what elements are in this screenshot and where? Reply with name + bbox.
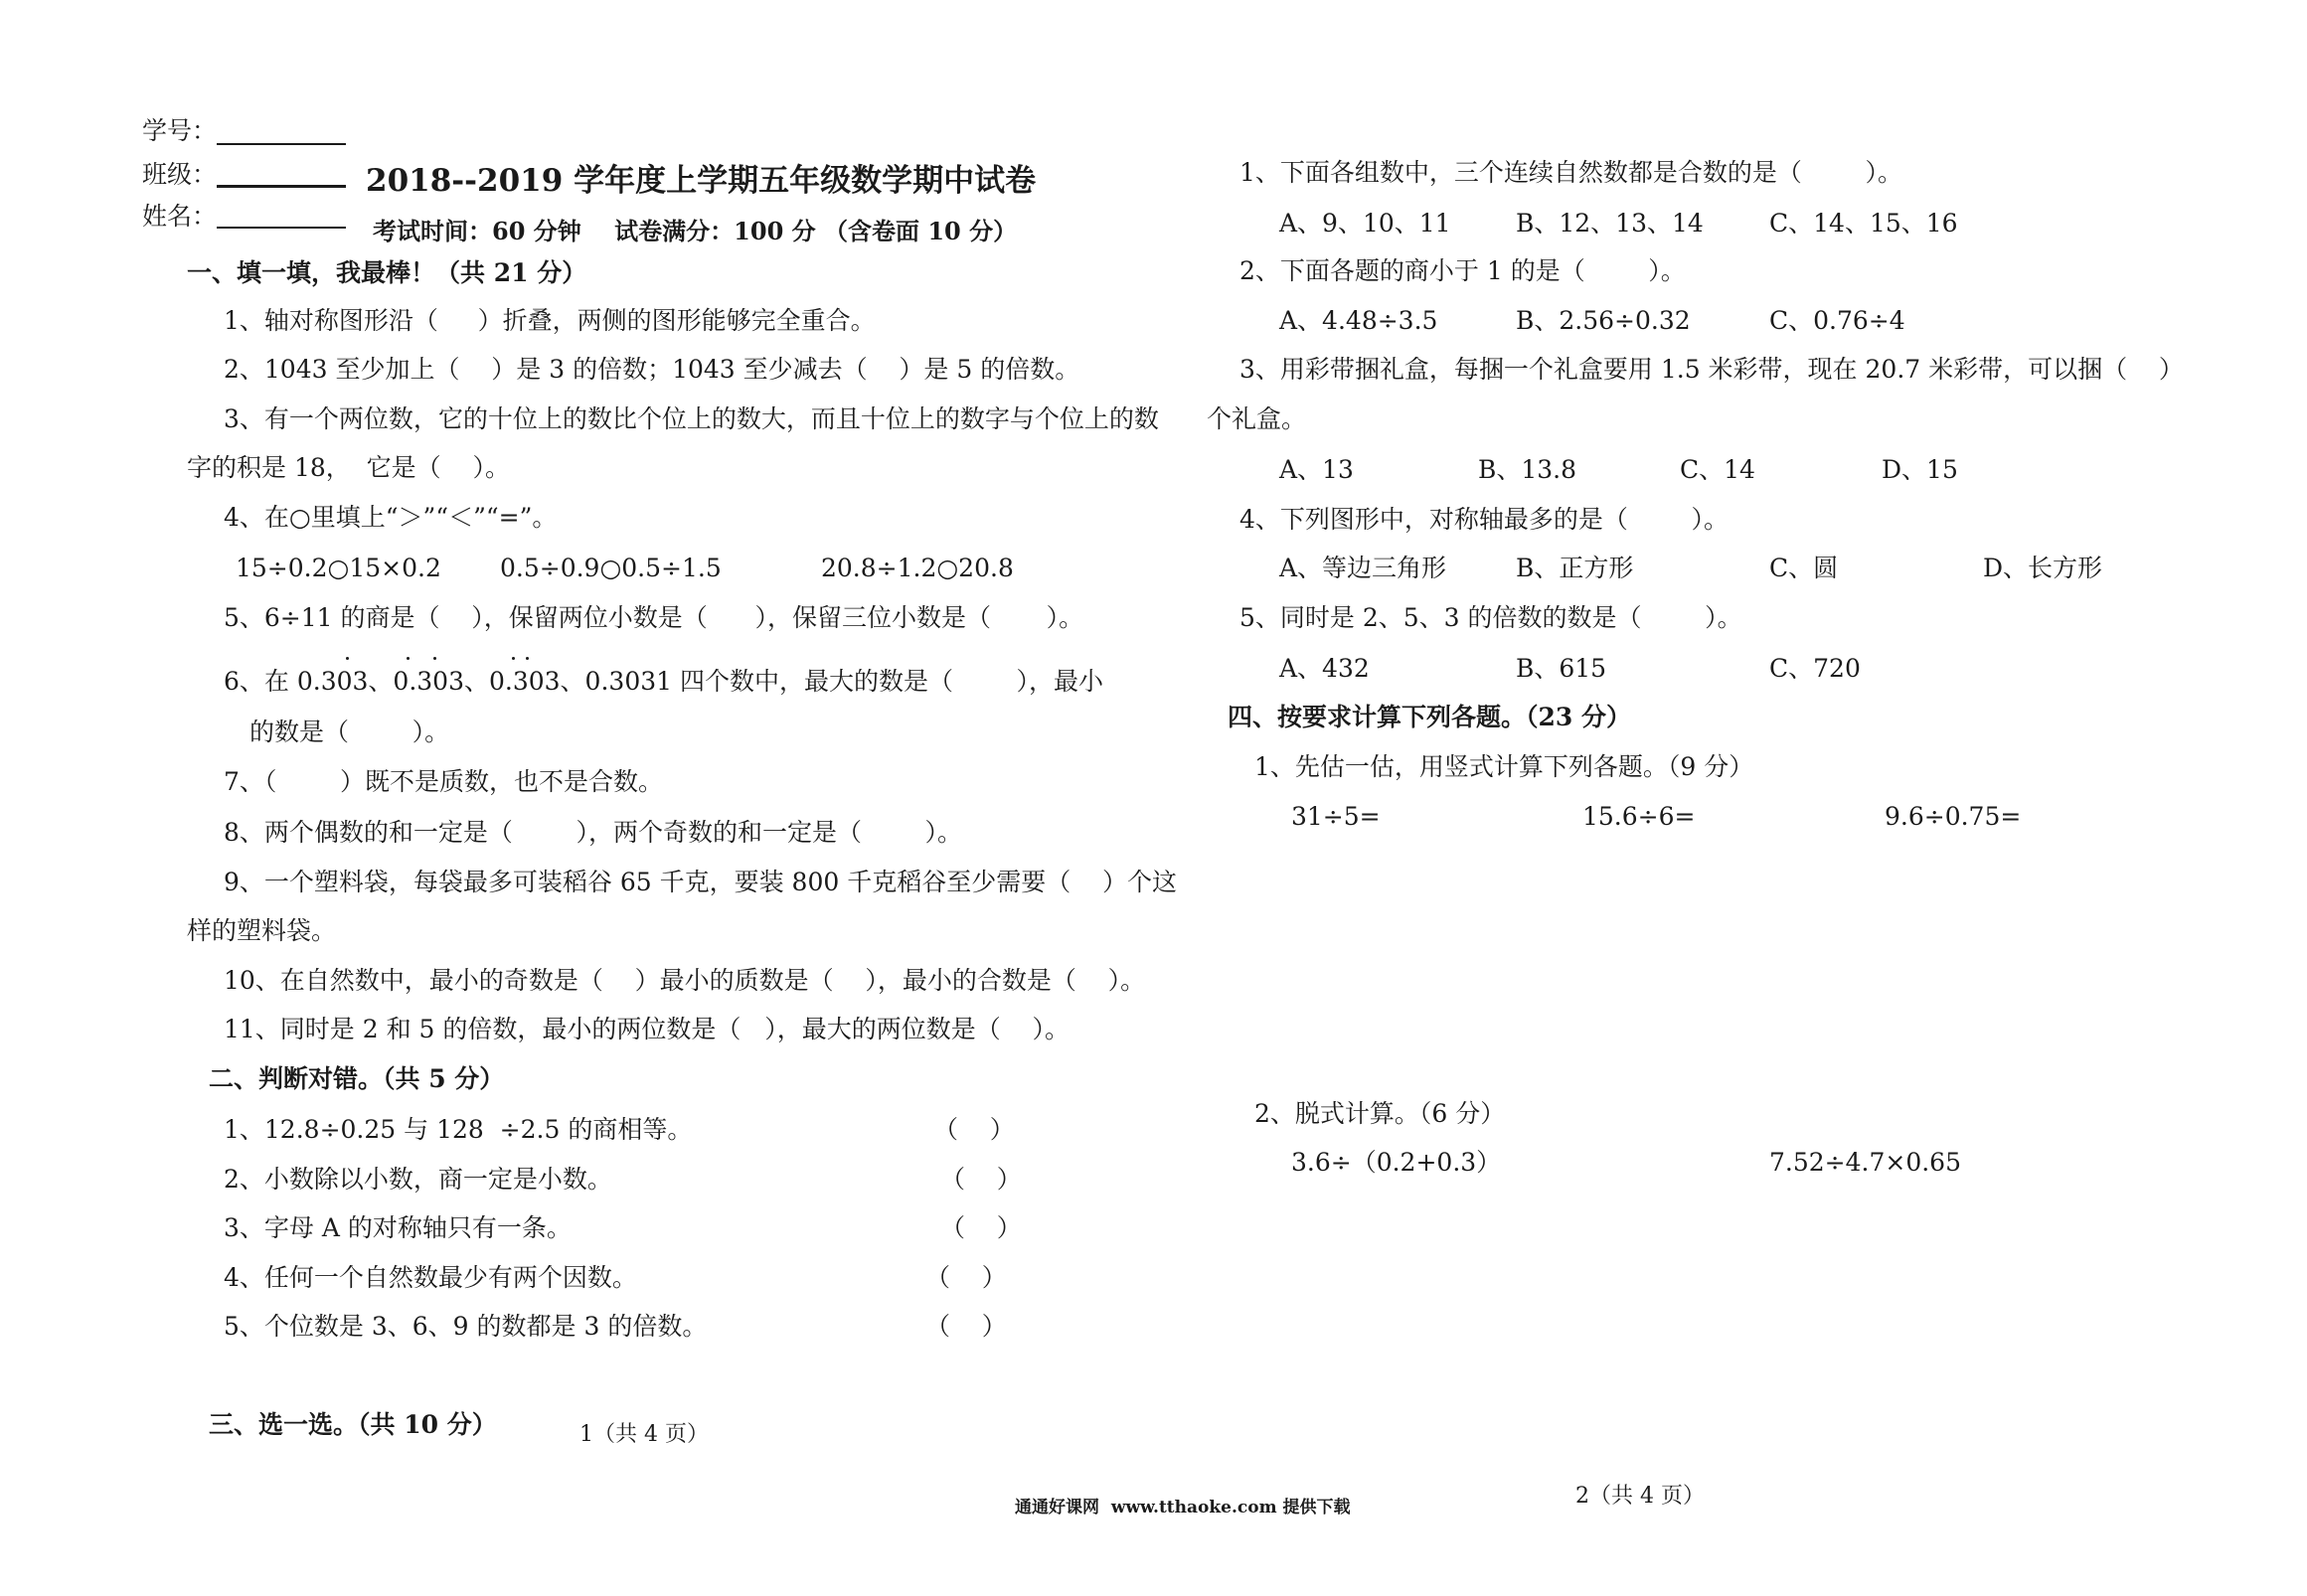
- s1-question-4: 4、在○里填上“＞”“＜”“=”。: [224, 503, 558, 532]
- s1-compare-item: 0.5÷0.9○0.5÷1.5: [500, 554, 722, 582]
- s3-question-5: 5、同时是 2、5、3 的倍数的数是（ ）。: [1239, 603, 1742, 632]
- s2-statement-4: 4、任何一个自然数最少有两个因数。: [224, 1263, 637, 1292]
- s3-q3-option-b: B、13.8: [1478, 455, 1577, 484]
- s3-q5-option-b: B、615: [1516, 654, 1607, 683]
- repeating-decimal-dot: [526, 657, 529, 660]
- s4-part1-problem: 9.6÷0.75=: [1885, 802, 2022, 831]
- s1-question-8: 8、两个偶数的和一定是（ ），两个奇数的和一定是（ ）。: [224, 818, 963, 847]
- s1-question-2: 2、1043 至少加上（ ）是 3 的倍数；1043 至少减去（ ）是 5 的倍数。: [224, 355, 1080, 384]
- s1-question-1: 1、轴对称图形沿（ ）折叠，两侧的图形能够完全重合。: [224, 306, 876, 335]
- s1-question-5: 5、6÷11 的商是（ ），保留两位小数是（ ），保留三位小数是（ ）。: [224, 603, 1084, 632]
- s3-question-4: 4、下列图形中，对称轴最多的是（ ）。: [1239, 505, 1729, 534]
- s2-statement-5: 5、个位数是 3、6、9 的数都是 3 的倍数。: [224, 1312, 708, 1341]
- exam-title: 2018--2019 学年度上学期五年级数学期中试卷: [366, 163, 1037, 199]
- section1-heading: 一、填一填，我最棒！（共 21 分）: [187, 258, 587, 287]
- s3-q4-option-c: C、圆: [1769, 554, 1839, 582]
- page-number-2: 2（共 4 页）: [1575, 1484, 1705, 1509]
- student-id-label: 学号：: [142, 116, 218, 145]
- s1-compare-item: 15÷0.2○15×0.2: [236, 554, 441, 582]
- s1-question-11: 11、同时是 2 和 5 的倍数，最小的两位数是（ ），最大的两位数是（ ）。: [224, 1015, 1071, 1043]
- s1-question-9-continued: 样的塑料袋。: [187, 916, 337, 945]
- s3-q5-option-a: A、432: [1279, 654, 1370, 683]
- s3-q4-option-d: D、长方形: [1983, 554, 2103, 582]
- page-number-1: 1（共 4 页）: [579, 1422, 709, 1447]
- class-blank-line: [217, 185, 346, 188]
- s4-part2-problem: 3.6÷（0.2+0.3）: [1291, 1148, 1502, 1177]
- source-footer: 通通好课网 www.tthaoke.com 提供下载: [1015, 1498, 1351, 1517]
- s4-part2-problem: 7.52÷4.7×0.65: [1769, 1148, 1961, 1177]
- s3-q1-option-a: A、9、10、11: [1279, 209, 1451, 238]
- section2-heading: 二、判断对错。（共 5 分）: [209, 1064, 505, 1093]
- s1-question-3-continued: 字的积是 18， 它是（ ）。: [187, 453, 510, 482]
- student-id-blank-line: [217, 143, 346, 145]
- s1-question-10: 10、在自然数中，最小的奇数是（ ）最小的质数是（ ），最小的合数是（ ）。: [224, 966, 1146, 995]
- section4-heading: 四、按要求计算下列各题。（23 分）: [1228, 703, 1631, 731]
- s3-question-1: 1、下面各组数中，三个连续自然数都是合数的是（ ）。: [1239, 158, 1902, 187]
- s1-compare-item: 20.8÷1.2○20.8: [821, 554, 1014, 582]
- s3-q2-option-b: B、2.56÷0.32: [1516, 306, 1691, 335]
- name-blank-line: [217, 227, 346, 229]
- s3-q3-option-d: D、15: [1882, 455, 1958, 484]
- s3-q4-option-a: A、等边三角形: [1279, 554, 1447, 582]
- s3-question-3: 3、用彩带捆礼盒，每捆一个礼盒要用 1.5 米彩带，现在 20.7 米彩带，可以捆（ ）: [1239, 355, 2184, 384]
- s1-question-7: 7、（ ）既不是质数，也不是合数。: [224, 767, 663, 796]
- s1-question-3: 3、有一个两位数，它的十位上的数比个位上的数大，而且十位上的数字与个位上的数: [224, 404, 1159, 433]
- repeating-decimal-dot: [346, 657, 349, 660]
- s1-question-6: 6、在 0.303、0.303、0.303、0.3031 四个数中，最大的数是（ ），最小: [224, 667, 1104, 696]
- exam-info: 考试时间：60 分钟 试卷满分：100 分 （含卷面 10 分）: [373, 217, 1018, 245]
- s2-answer-bracket: （ ）: [925, 1263, 1007, 1292]
- s3-q3-option-a: A、13: [1279, 455, 1354, 484]
- s1-question-9: 9、一个塑料袋，每袋最多可装稻谷 65 千克，要装 800 千克稻谷至少需要（ ）个这: [224, 868, 1178, 896]
- s4-part2-label: 2、脱式计算。（6 分）: [1254, 1099, 1506, 1128]
- s2-answer-bracket: （ ）: [925, 1312, 1007, 1341]
- s3-q2-option-a: A、4.48÷3.5: [1279, 306, 1438, 335]
- s3-q4-option-b: B、正方形: [1516, 554, 1634, 582]
- s3-question-2: 2、下面各题的商小于 1 的是（ ）。: [1239, 256, 1686, 285]
- repeating-decimal-dot: [512, 657, 515, 660]
- s3-q1-option-c: C、14、15、16: [1769, 209, 1958, 238]
- s3-q2-option-c: C、0.76÷4: [1769, 306, 1905, 335]
- s2-statement-3: 3、字母 A 的对称轴只有一条。: [224, 1213, 572, 1242]
- s4-part1-problem: 31÷5=: [1291, 802, 1381, 831]
- s2-statement-1: 1、12.8÷0.25 与 128 ÷2.5 的商相等。: [224, 1115, 693, 1144]
- s3-q1-option-b: B、12、13、14: [1516, 209, 1704, 238]
- s2-answer-bracket: （ ）: [933, 1115, 1015, 1144]
- s4-part1-problem: 15.6÷6=: [1582, 802, 1696, 831]
- s3-question-3-continued: 个礼盒。: [1207, 404, 1307, 433]
- name-label: 姓名：: [142, 202, 218, 231]
- s2-answer-bracket: （ ）: [940, 1213, 1022, 1242]
- s3-q3-option-c: C、14: [1680, 455, 1755, 484]
- repeating-decimal-dot: [407, 657, 410, 660]
- repeating-decimal-dot: [433, 657, 436, 660]
- s2-answer-bracket: （ ）: [940, 1165, 1022, 1194]
- section3-heading: 三、选一选。（共 10 分）: [209, 1410, 497, 1439]
- class-label: 班级：: [142, 160, 218, 189]
- s2-statement-2: 2、小数除以小数，商一定是小数。: [224, 1165, 612, 1194]
- s3-q5-option-c: C、720: [1769, 654, 1861, 683]
- s4-part1-label: 1、先估一估，用竖式计算下列各题。（9 分）: [1254, 752, 1754, 781]
- s1-question-6-continued: 的数是（ ）。: [249, 718, 450, 746]
